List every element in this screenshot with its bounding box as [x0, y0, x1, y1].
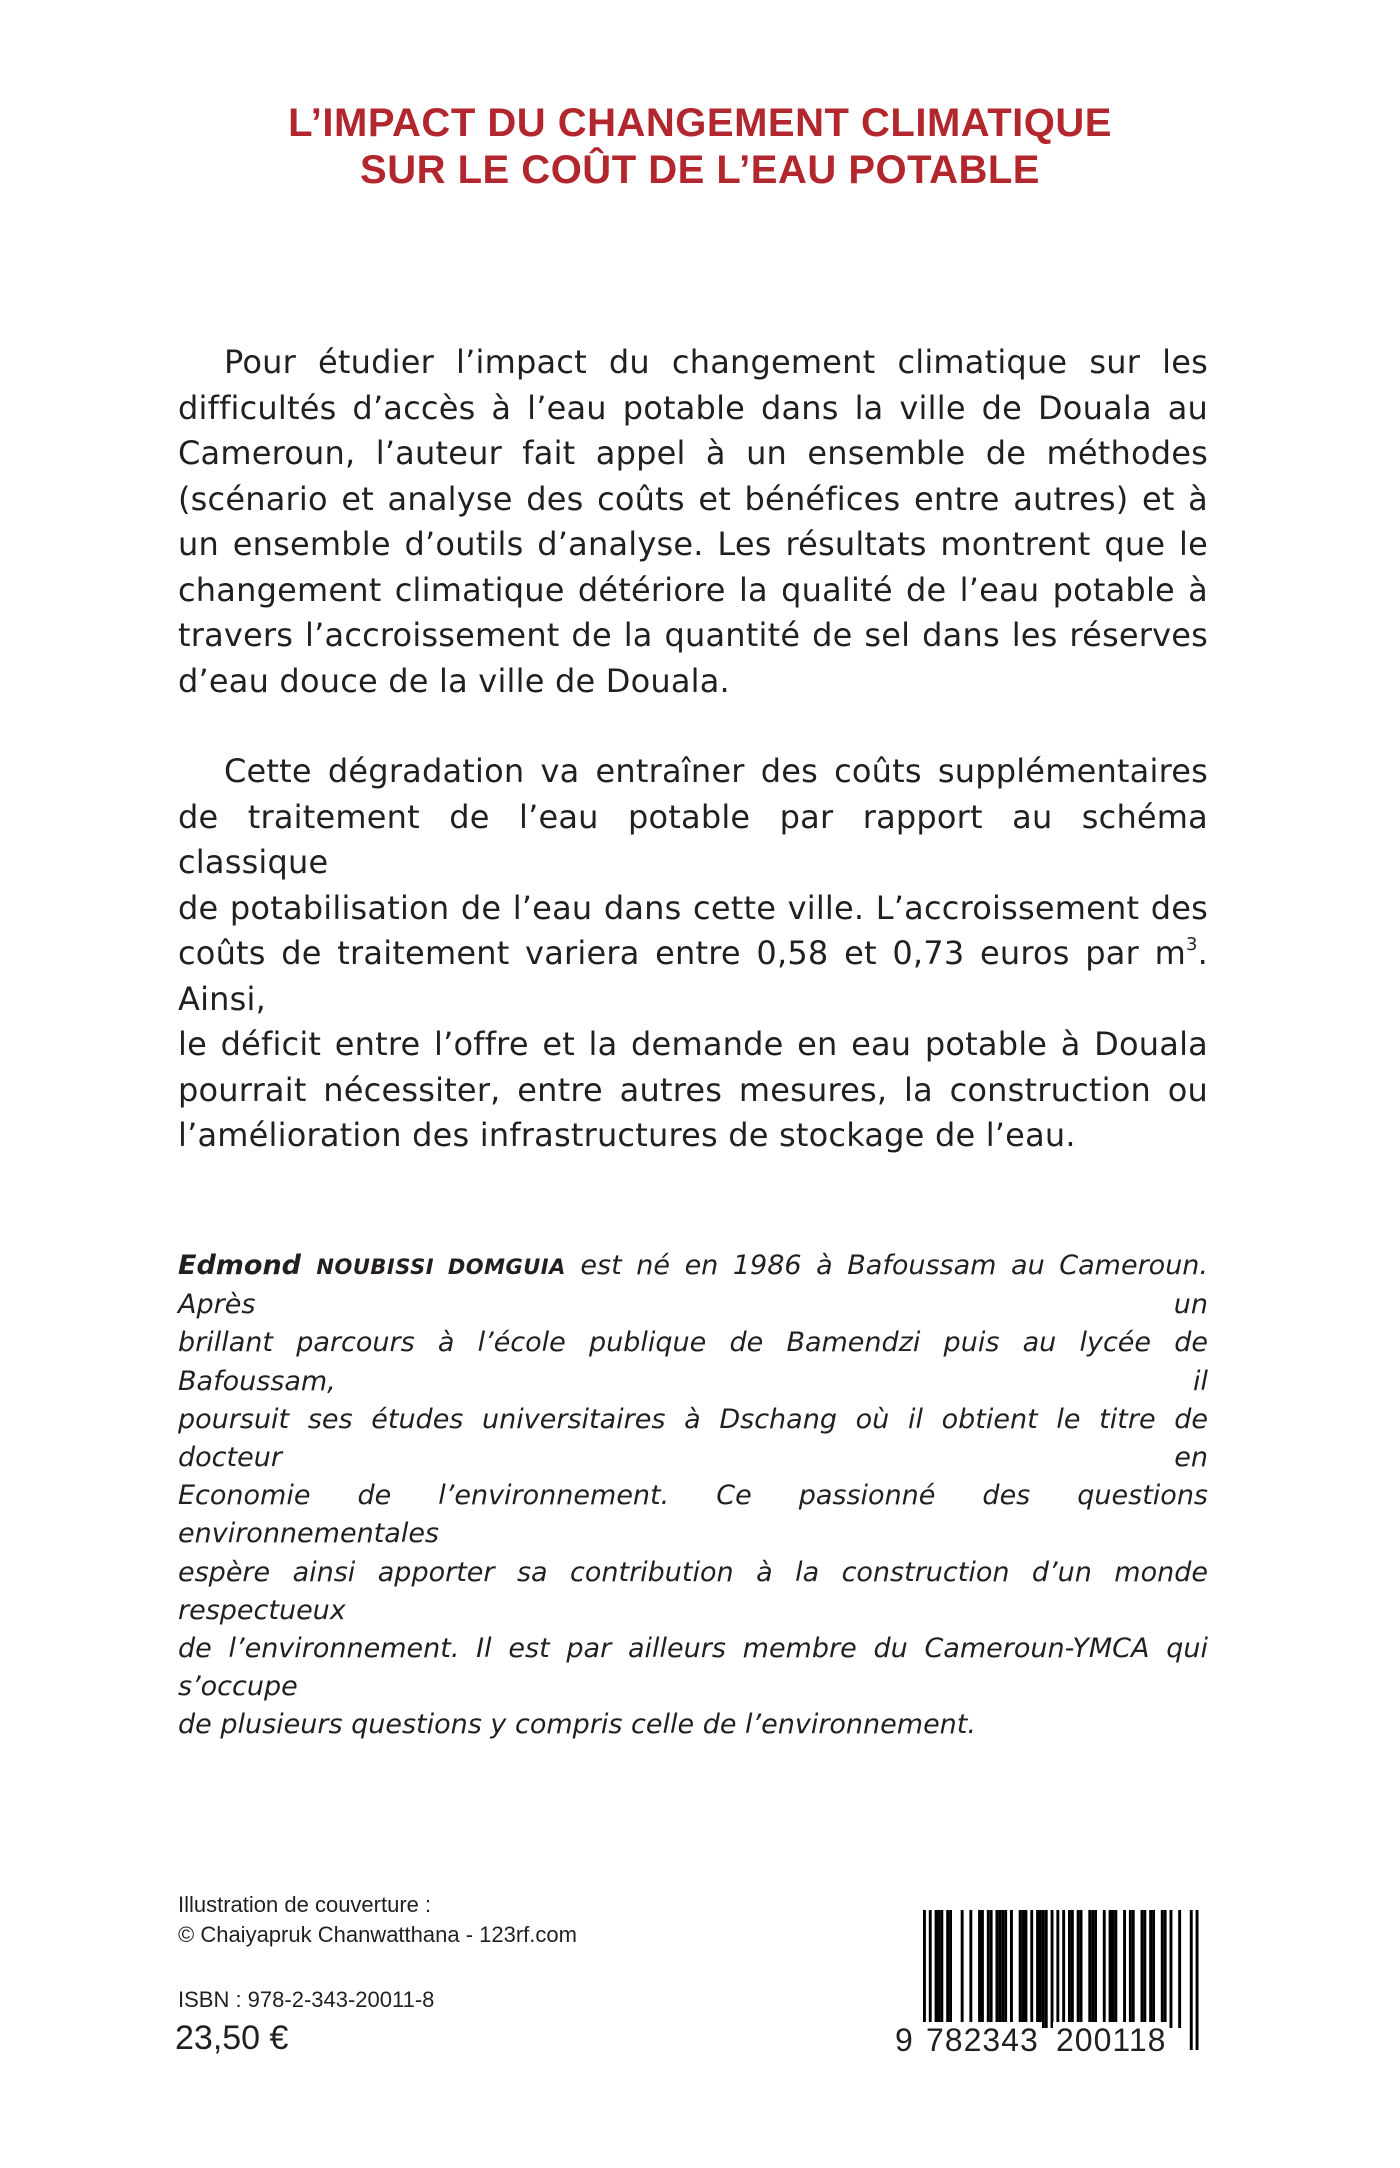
barcode-bar — [946, 1910, 949, 2028]
barcode-group-right: 200118 — [1053, 2022, 1169, 2059]
barcode-bar — [1088, 1910, 1091, 2028]
cubic-superscript: 3 — [1185, 934, 1198, 956]
barcode-bar — [1045, 1910, 1048, 2028]
barcode-bar — [1010, 1910, 1013, 2028]
text-line: Pour étudier l’impact du changement climatique sur les — [224, 343, 1208, 381]
barcode-bar — [1036, 1910, 1039, 2028]
barcode-bar — [969, 1910, 972, 2028]
bio-line: espère ainsi apporter sa contribution à la construction d’un monde respectueux — [178, 1556, 1208, 1626]
barcode-bar — [1039, 1910, 1042, 2028]
barcode-bar — [1071, 1910, 1074, 2028]
barcode-bar — [1190, 1910, 1193, 2050]
barcode-bar — [1114, 1910, 1117, 2028]
barcode-bar — [1051, 1910, 1054, 2028]
barcode-bar — [1112, 1910, 1115, 2028]
credit-value: © Chaiyapruk Chanwatthana - 123rf.com — [178, 1922, 577, 1947]
barcode-bar — [1042, 1910, 1045, 2028]
barcode-bar — [990, 1910, 993, 2028]
author-bio — [178, 1247, 1208, 1745]
bio-line: de l’environnement. Il est par ailleurs membre du Cameroun-YMCA qui s’occupe — [178, 1633, 1208, 1703]
barcode-bar — [1132, 1910, 1135, 2028]
barcode-bar — [1143, 1910, 1146, 2028]
barcode-bar — [981, 1910, 984, 2028]
barcode-bar — [1141, 1910, 1144, 2028]
barcode-bar — [961, 1910, 964, 2028]
text-fragment: . Ainsi, — [178, 934, 1208, 1018]
barcode-bar — [1161, 1910, 1164, 2028]
barcode-bar — [1077, 1910, 1080, 2028]
barcode-bar — [1196, 1910, 1199, 2050]
text-line: travers l’accroissement de la quantité de sel dans les réserves — [178, 616, 1208, 654]
barcode-bar — [1025, 1910, 1028, 2028]
barcode-bar — [1152, 1910, 1155, 2028]
text-line: un ensemble d’outils d’analyse. Les résultats montrent que le — [178, 525, 1208, 563]
credit-label: Illustration de couverture : — [178, 1892, 432, 1917]
title-line-2: SUR LE COÛT DE L’EAU POTABLE — [360, 148, 1040, 192]
barcode-bar — [940, 1910, 943, 2028]
price: 23,50 € — [175, 2019, 289, 2057]
cover-credit — [178, 1890, 577, 1950]
barcode-bar — [987, 1910, 990, 2028]
summary-paragraph-2 — [178, 749, 1208, 1159]
text-line: Cameroun, l’auteur fait appel à un ensemble de méthodes — [178, 434, 1208, 472]
text-line: Cette dégradation va entraîner des coûts supplémentaires — [224, 752, 1208, 790]
barcode-bar — [949, 1910, 952, 2028]
barcode-bar — [996, 1910, 999, 2028]
bio-line: de plusieurs questions y compris celle de l’environnement. — [178, 1709, 976, 1741]
bio-text: est né en 1986 à Bafoussam au Cameroun. Après un — [178, 1250, 1208, 1321]
text-line: l’amélioration des infrastructures de stockage de l’eau. — [178, 1116, 1076, 1154]
barcode-bar — [1103, 1910, 1106, 2028]
text-line: de potabilisation de l’eau dans cette ville. L’accroissement des — [178, 888, 1208, 927]
text-line: pourrait nécessiter, entre autres mesures, la construction ou — [178, 1070, 1208, 1109]
barcode-bar — [998, 1910, 1001, 2028]
barcode-bar — [1129, 1910, 1132, 2028]
author-name — [178, 1250, 566, 1281]
barcode-bar — [1068, 1910, 1071, 2028]
text-line: le déficit entre l’offre et la demande en eau potable à Douala — [178, 1025, 1208, 1063]
barcode-bar — [1019, 1910, 1022, 2028]
barcode-bar — [978, 1910, 981, 2028]
summary-paragraph-1 — [178, 340, 1208, 704]
barcode-bar — [1030, 1910, 1033, 2028]
text-line: difficultés d’accès à l’eau potable dans la ville de Douala au — [178, 388, 1208, 427]
barcode-digit-first: 9 — [895, 2022, 914, 2058]
author-first-name: Edmond — [178, 1250, 317, 1281]
text-line: changement climatique détériore la qualité de l’eau potable à — [178, 570, 1208, 609]
barcode-bar — [1004, 1910, 1007, 2028]
bio-line: Economie de l’environnement. Ce passionné des questions environnementales — [178, 1480, 1208, 1550]
title-line-1: L’IMPACT DU CHANGEMENT CLIMATIQUE — [288, 101, 1112, 145]
barcode-bar — [1123, 1910, 1126, 2028]
text-line-with-unit — [178, 931, 1208, 1022]
text-line: d’eau douce de la ville de Douala. — [178, 661, 730, 700]
author-last-name: NOUBISSI DOMGUIA — [316, 1255, 566, 1279]
barcode-bar — [1109, 1910, 1112, 2028]
bio-line: brillant parcours à l’école publique de Bamendzi puis au lycée de Bafoussam, il — [178, 1327, 1208, 1397]
barcode-bar — [1149, 1910, 1152, 2028]
bio-line — [178, 1247, 1208, 1324]
barcode-bar — [935, 1910, 938, 2028]
barcode-bar — [1022, 1910, 1025, 2028]
barcode-bar — [1080, 1910, 1083, 2028]
barcode-bar — [1094, 1910, 1097, 2028]
barcode-bar — [1091, 1910, 1094, 2028]
bio-line: poursuit ses études universitaires à Dschang où il obtient le titre de docteur en — [178, 1403, 1208, 1474]
barcode-bar — [1164, 1910, 1167, 2028]
book-title — [0, 100, 1400, 194]
text-fragment: coûts de traitement variera entre 0,58 et 0,73 euros par m — [178, 934, 1186, 972]
barcode-bar — [1178, 1910, 1181, 2028]
barcode-bar — [1001, 1910, 1004, 2028]
isbn: ISBN : 978-2-343-20011-8 — [178, 1987, 435, 2012]
text-line: de traitement de l’eau potable par rapport au schéma classique — [178, 797, 1208, 881]
barcode-bar — [1170, 1910, 1173, 2028]
text-line: (scénario et analyse des coûts et bénéfices entre autres) et à — [178, 479, 1208, 518]
barcode-group-left: 782343 — [923, 2022, 1042, 2059]
barcode-bar — [938, 1910, 941, 2028]
